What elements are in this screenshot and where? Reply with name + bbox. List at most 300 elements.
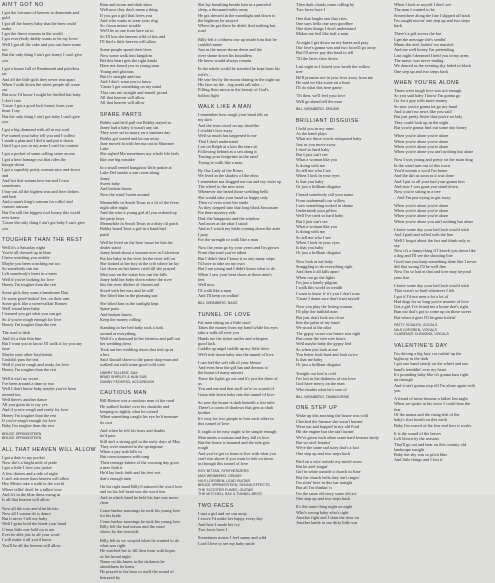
stanza — [296, 93, 392, 104]
lyric-line: He got dressed in the moonlight and down to — [198, 12, 276, 18]
lyric-line: But he ain't singin' — [296, 464, 328, 470]
lyric-line: dealer stand — [100, 245, 121, 251]
lyric-line: Good one you keep something done like I never — [394, 258, 477, 264]
stanza — [296, 192, 392, 256]
lyric-line: But I didn't then I know it as any many steps — [198, 255, 275, 261]
lyric-line: Trying to walk like a man — [198, 159, 243, 165]
lyric-line: I'm caught movin' one step up and two steps — [394, 17, 471, 23]
lyric-line: But I'm still the biggest fool honey this world — [2, 209, 81, 215]
lyric-line: Now look at me baby — [296, 258, 333, 264]
lyric-line: Keep the money rolling — [100, 317, 141, 323]
lyric-line: They could look up in the night — [394, 119, 449, 125]
lyric-line: I got the fortunes of heaven in diamonds and — [2, 10, 79, 15]
lyric-line: keeping so tightly what he owned — [100, 409, 158, 415]
lyric-line: I got a pocket of some rolling stone on me — [2, 151, 75, 157]
stanza — [296, 126, 392, 190]
lyric-line: He said we like some on a hunt — [296, 79, 350, 85]
lyric-line: So tell me who I see — [296, 168, 331, 174]
lyric-line: And the tears stood on my shoulder — [198, 122, 260, 128]
song-section — [100, 390, 196, 583]
lyric-line: Left blown by the seasons — [394, 436, 439, 442]
lyric-line: Run out that's got to come up on those sweet — [394, 309, 471, 315]
lyric-line: And it ain't gonna stop till I'm alone again with — [394, 382, 475, 388]
credit-gap — [2, 441, 98, 444]
lyric-line: You and me and that stuff we're so scared of — [198, 386, 275, 392]
lyric-line: Where he got there he didn't find nothing but — [198, 23, 276, 29]
lyric-line: Sweet baby — [100, 180, 120, 186]
lyric-line: I will make it all you'd know — [2, 537, 52, 543]
lyric-line: patch — [100, 231, 110, 237]
lyric-line: I remember ma dragged me out and my sister up — [198, 178, 282, 184]
lyric-line: Bobby heard 'bout a girl in a hand bad — [100, 226, 166, 232]
lyric-line: Who's wrong baby who's right — [296, 509, 349, 515]
stanza — [198, 245, 294, 298]
song-title: ALL THAT HEAVEN WILL ALLOW — [2, 446, 97, 453]
lyric-line: If you're rough enough for love — [2, 418, 56, 424]
lyric-line: What a woman like you — [296, 223, 338, 229]
lyric-line: You'd scream a word I'm home — [394, 168, 448, 174]
lyric-line: That wasn't so hard whenever I felt — [394, 288, 455, 294]
lyric-line: Mist was on the water low run the hills — [100, 271, 168, 277]
lyric-line: I knew some day your bad luck would stick — [394, 226, 469, 232]
lyric-line: But I'll never pay this bead to tell — [296, 50, 354, 56]
lyric-line: It's pounding baby like it's gonna bust right — [394, 372, 469, 377]
song-section — [198, 2, 294, 101]
lyric-line: But consciousness with rang — [100, 454, 150, 460]
lyric-line: Have not found you in young man — [100, 63, 159, 69]
lyric-line: From that road you've taken — [198, 250, 247, 256]
musician-credit: BRAD SHIRLEY & HUB SUB — [100, 375, 147, 380]
lyric-line: Tonight our bed is cold — [296, 370, 336, 376]
lyric-line: and heat — [2, 193, 17, 199]
stanza — [100, 508, 196, 534]
lyric-line: A friend of mine became a father last night — [394, 396, 468, 402]
lyric-line: And who wants to wear your ring — [100, 17, 158, 23]
lyric-line: baby's first breath on this earth — [394, 417, 447, 423]
song-section — [394, 80, 490, 340]
lyric-line: If you got a girl that loves you — [100, 12, 153, 18]
stanza — [394, 351, 490, 393]
stanza — [100, 120, 196, 162]
stanza — [2, 127, 98, 148]
stanza — [198, 2, 294, 34]
lyric-line: Lake Del smoke a sun come along — [100, 170, 160, 176]
lyric-line: As they stepped into that long black limousine — [198, 205, 278, 211]
lyric-line: But the house is haunted and the ride gets — [198, 439, 270, 445]
stanza — [2, 66, 98, 124]
lyric-line: I don't care — [2, 97, 22, 103]
lyric-line: But the only thing I ain't got honey I can't give — [2, 52, 83, 58]
lyric-line: And then it all falls apart — [296, 269, 339, 275]
lyric-line: Bird on a wire outside my motel room — [296, 458, 362, 464]
lyric-line: What are those words whispered baby — [296, 136, 362, 142]
stanza — [2, 10, 98, 63]
lyric-line: feet — [198, 276, 205, 282]
lyric-line: Well if you're rough and ready for love — [2, 362, 69, 368]
lyric-line: Is that you baby — [296, 178, 324, 184]
lyric-line: your line — [394, 274, 410, 280]
lyric-line: I got everybody daddy wants to be my lover — [2, 36, 78, 42]
lyric-line: Baby I'm tougher than the rest — [2, 423, 54, 429]
stanza — [2, 506, 98, 548]
lyric-line: I get the message she's sendin' — [394, 36, 447, 42]
lyric-line: Standing in her bed baby took a look — [100, 325, 164, 331]
lyric-line: Maybe your other boyfriends — [2, 351, 53, 357]
lyric-line: Into the palm of my hand — [296, 320, 340, 326]
musician-credit: BILL WEINBERG, BASS — [198, 301, 238, 306]
lyric-line: Honey I'm tougher than the rest — [2, 367, 57, 373]
lyric-line: 'Cause I got a good luck honey from your — [2, 103, 74, 109]
lyric-line: Struggling to do everything right — [296, 264, 353, 270]
stanza — [198, 320, 294, 357]
lyric-line: Tease the lights go out and it's just the three of — [198, 375, 278, 381]
lyric-line: Woke up this morning the house was cold — [296, 413, 368, 419]
lyric-line: I can feel the soft silk of your blouse — [198, 359, 262, 365]
lyric-line: And it ain't no news like you said — [394, 109, 452, 115]
lyric-line: When you're alone you ain't nothing but alone — [394, 218, 474, 224]
lyric-line: When something caught his eye he'd measure — [100, 414, 179, 420]
lyric-line: One that laughs one that cries — [296, 15, 347, 21]
lyric-line: Who doubts what he's sure of — [296, 386, 347, 392]
stanza — [100, 2, 196, 44]
lyric-line: I got a big diamond with all in my soul — [2, 127, 69, 133]
lyric-line: boogie down — [2, 162, 25, 168]
lyric-line: couldn't name — [198, 42, 223, 48]
lyric-line: Left somebody's heart in a mess — [2, 271, 58, 277]
lyric-line: One step up and two steps back — [296, 495, 351, 501]
lyric-line: And all the little girls they never tear apart — [2, 76, 76, 82]
lyric-line: I hold you in my arms — [296, 125, 335, 131]
lyric-line: art — [2, 71, 7, 77]
lyric-line: Honey I'm tougher than the rest — [2, 412, 57, 418]
song-section — [2, 447, 98, 551]
stanza — [394, 396, 490, 428]
lyric-line: I got a little I love you jacket — [2, 465, 52, 471]
stanza — [394, 2, 490, 28]
lyric-line: But all I'm thinkin' is — [296, 485, 333, 491]
lyric-line: The road is dark — [2, 330, 31, 336]
lyric-line: And the dirt as soon as it was done — [394, 173, 454, 179]
lyric-line: Maybe you been watching me too — [2, 260, 61, 266]
musician-credit: BILL WEINBERG, TAMBOURINE — [296, 394, 350, 399]
lyric-line: And you've got to learn to live with what you — [198, 450, 276, 456]
lyric-line: And hot that wanna love me and I own — [2, 177, 69, 183]
lyric-line: you — [2, 225, 9, 231]
lyric-line: But come the wee wee hours — [296, 335, 346, 341]
lyric-line: And I put to all your bad your gonna kiss — [394, 178, 465, 184]
lyric-line: 'Til the faces slow down — [296, 55, 338, 61]
lyric-line: Some people spend their lives — [100, 47, 152, 53]
lyric-line: hand's tremblin' over my heart — [394, 366, 447, 372]
lyric-line: I'll play the faithful man — [296, 309, 338, 315]
lyric-line: us — [198, 381, 202, 386]
stanza — [198, 400, 294, 426]
lyric-line: I'll find a little heaven will allow — [100, 39, 157, 45]
stanza — [100, 398, 196, 424]
stanza — [394, 227, 490, 280]
lyric-line: When you're alone you're alone — [394, 208, 449, 214]
stanza — [100, 538, 196, 580]
lyric-line: We lived in the shadow of the elms — [198, 173, 259, 179]
lyric-line: For the strength to walk like a man — [198, 236, 259, 242]
lyric-line: In the wind turn out of this town — [394, 162, 450, 168]
stanza — [394, 203, 490, 224]
lyric-line: Put her baby in the river let the river roll on — [100, 255, 175, 261]
lyric-line: So now the house is dark beneath a lost mile — [198, 399, 275, 405]
lyric-line: But just pretty Sister that you're no lady — [394, 114, 463, 120]
lyric-line: Our love's gonna win and two faces'll go away — [296, 45, 377, 51]
stanza — [198, 360, 294, 397]
lyric-line: It's easy for two people to lose each other in — [198, 415, 274, 421]
lyric-line: And if you're rough and ready for love — [2, 407, 69, 413]
lyric-line: river shone down his boundless — [198, 52, 253, 58]
lyric-line: gold — [2, 15, 10, 21]
lyric-line: All that heaven will allow — [100, 100, 145, 106]
lyric-line: She would take your hand so happy only — [198, 194, 269, 200]
song-section — [2, 2, 98, 234]
lyric-line: One says hello one says goodbye — [296, 20, 353, 26]
lyric-line: There's a girl across the bar — [394, 31, 442, 37]
lyric-line: Makes me feel like half a man — [296, 31, 349, 37]
credit-gap — [198, 497, 294, 500]
stanza — [100, 165, 196, 197]
lyric-line: He knew would always remain — [198, 57, 252, 63]
lyric-line: her wedding dress — [100, 341, 132, 347]
lyric-line: Well if you're looking for love — [2, 276, 55, 282]
lyric-line: When you're alone you ain't nothing but alone — [394, 149, 474, 155]
lyric-line: good luck — [198, 340, 216, 346]
lyric-line: for his bride — [100, 513, 122, 519]
song-section — [2, 237, 98, 444]
lyric-line: When I saw your bent shoes at those men's — [198, 271, 272, 277]
song-title: BRILLIANT DISGUISE — [296, 117, 360, 124]
lyrics-column — [1, 2, 99, 548]
lyric-line: When you're alone you're alone — [394, 133, 449, 139]
lyric-line: I want to know if it's you I don't trust — [296, 290, 360, 296]
lyric-line: We're the same sad story that's a fact — [296, 445, 359, 451]
stanza — [100, 301, 196, 322]
stanza — [2, 290, 98, 327]
lyric-line: Janey — [100, 175, 110, 181]
lyric-line: my skin — [198, 117, 212, 123]
lyric-line: Now I'm so bad at that and love may beyond — [394, 269, 471, 275]
lyric-line: When I look in your eyes — [296, 239, 340, 245]
stanza — [296, 459, 392, 501]
lyric-line: All that heaven will allow — [100, 95, 145, 101]
lyric-line: And now I was gone you stand down — [394, 183, 458, 189]
lyric-line: A few daisies and a ride of night — [2, 470, 58, 476]
musician-credit: NILS LOFGREN, LEAD GUITAR — [198, 478, 251, 483]
lyric-line: say — [394, 242, 400, 248]
lyric-line: Checked the furnace she wasn't burnin' — [296, 418, 364, 424]
lyric-line: Well maybe baby the gypsy lied — [296, 341, 352, 347]
lyric-line: Then dark clouds come rolling by — [296, 2, 355, 7]
musician-credit: THE SCOOTER FUMES, GUITAR — [198, 487, 253, 492]
lyric-line: night after night — [100, 205, 128, 211]
lyric-line: Another fight and I slam the door on — [296, 514, 359, 520]
lyric-line: Last night I dreamed I held you in my arms — [394, 52, 469, 58]
lyric-line: So somebody ran out — [2, 266, 39, 272]
stanza — [198, 429, 294, 466]
stanza — [100, 428, 196, 481]
lyric-line: a new faith it — [100, 465, 123, 471]
lyric-line: tree — [296, 69, 303, 75]
lyric-line: The gypsy swore our future was right — [296, 330, 361, 336]
lyric-line: Well now they don't mean a thing — [100, 7, 158, 13]
lyric-line: Honey I'm tougher than the rest — [2, 281, 57, 287]
musician-credit: THE MITCHELL SAX & TUNNEL BROS — [198, 492, 262, 497]
lyric-line: like one big mistake — [100, 156, 135, 162]
lyric-line: Now all I wanna do is dance — [2, 510, 51, 516]
lyric-line: on through — [394, 377, 413, 383]
lyric-line: I learned you get what you can get — [2, 311, 62, 317]
song-title: TOUGHER THAN THE REST — [2, 236, 83, 243]
lyric-line: Name on his knees in the darkness he — [100, 558, 165, 564]
lyric-line: and on his left hand was the word fear — [100, 489, 166, 495]
lyric-line: It's the same thing night on night — [296, 504, 353, 510]
lyric-line: I got a superbly pretty woman nice and down — [2, 167, 80, 173]
lyric-line: And I don't want you to know — [100, 79, 152, 85]
stanza — [198, 535, 294, 546]
stanza — [296, 304, 392, 368]
lyric-line: Bobby said he'd pull out Bobby stayed in — [100, 119, 171, 125]
lyric-line: you — [2, 57, 9, 63]
song-title: TUNNEL OF LOVE — [198, 311, 251, 318]
song-section — [198, 503, 294, 549]
stanza — [198, 511, 294, 532]
lyric-line: Took out her wedding shoes that tied up in — [100, 346, 174, 352]
lyric-line: I'm just a lonely pilgrim — [296, 279, 338, 285]
lyric-line: You better look hard and look twice — [296, 351, 358, 357]
lyric-line: But we ain't learnin' — [296, 439, 331, 445]
lyric-line: I sat on Ralph at a kiss the tears sit — [198, 143, 258, 149]
lyric-line: We've given each other some hard lessons lately — [296, 434, 379, 440]
lyric-line: out — [2, 87, 8, 93]
lyric-line: Rain and storm and dark skies — [100, 2, 152, 7]
lyric-line: Baby the sky was so pitch blue — [394, 452, 448, 458]
lyric-line: Last night as I kissed you 'neath the willow — [296, 63, 371, 69]
stanza — [394, 283, 490, 320]
lyric-line: Well I've tried so hard baby — [296, 213, 344, 219]
lyric-line: We'll be as one from here on in — [100, 28, 154, 34]
lyric-line: Man meets a woman and they fall in love — [198, 434, 270, 440]
lyric-line: His face on the ...ing roads tall tales ... — [198, 82, 264, 88]
credit-gap — [296, 399, 392, 402]
lyric-line: Well I forgot about the last and think only to — [394, 237, 471, 243]
song-section — [296, 405, 392, 528]
lyric-line: Just as the moon shone down and the — [198, 47, 262, 53]
lyric-line: its cost — [100, 419, 113, 425]
lyric-line: Went out and hopped in my old Ford — [296, 424, 360, 430]
lyric-line: walked out with some good cold cash — [100, 362, 165, 368]
lyric-line: Is all that heaven will allow — [2, 497, 50, 503]
lyric-line: in through this tunnel of love — [198, 461, 249, 467]
lyric-line: Hands me the ticket smiles and whispers — [198, 335, 268, 341]
song-title: AIN'T GOT NO — [2, 2, 44, 8]
song-title: ONE STEP UP — [296, 405, 338, 412]
lyric-line: Well I don't know baby maybe you've been — [2, 386, 77, 392]
lyric-line: Two faces have I — [198, 526, 228, 532]
lyric-line: In a small rented bungalow little junkie at — [100, 165, 172, 171]
lyric-line: sometimes — [2, 183, 21, 189]
lyric-line: But the church bells they ain't ringin' — [296, 474, 360, 480]
musician-credit: PATTY SCIALFA, VOCALS — [394, 323, 438, 328]
credit-gap — [100, 384, 196, 387]
lyric-line: ahouldness he knew — [100, 564, 135, 570]
lyric-line: Well it's a Saturday night — [2, 244, 46, 250]
lyric-line: In the whole world he traveled he kept from his — [198, 66, 280, 72]
lyric-line: And I'll keep on walkin' — [198, 292, 240, 298]
lyric-line: Some girls like a sweet-talkin' Romeo — [2, 300, 68, 306]
lyric-line: Is doing with me — [296, 162, 326, 168]
lyric-line: Where tellin' don't be a talkin' now — [2, 486, 62, 492]
stanza — [198, 168, 294, 242]
lyric-line: When I walk down the street people all come — [2, 81, 80, 87]
lyric-line: I got if I'd not seen a lot a lot of — [394, 293, 449, 299]
lyric-line: You're all dressed up in blue — [2, 250, 51, 256]
lyric-line: Well it ain't no secret — [2, 375, 39, 381]
lyric-line: And as I watch my bride coming down the aisle — [198, 226, 281, 232]
lyric-line: I pray — [198, 231, 209, 237]
lyric-line: And asses at the altar I stood — [198, 220, 248, 226]
lyric-line: Come harbor mornings he took his young love — [100, 518, 181, 524]
lyric-line: Still ain't a strong girl in the early days of May — [100, 438, 181, 444]
lyric-line: I got a date to my pocket — [2, 454, 45, 460]
stanza — [100, 240, 196, 298]
stanza — [2, 376, 98, 429]
lyric-line: Is that you baby — [296, 245, 324, 251]
lyric-line: Now the years go by your years and I'm grown — [198, 245, 279, 251]
song-title: TWO FACES — [198, 503, 234, 510]
lyric-line: Bill Horton was a cautious man of the road — [100, 398, 174, 404]
lyrics-column — [295, 2, 393, 526]
lyric-line: Well go ahead tell the man — [296, 98, 342, 104]
lyric-line: When a pay stub bills in — [100, 449, 142, 455]
lyric-line: Well I got all the cake and you can have some — [2, 41, 81, 47]
lyric-line: She sighed Ma sometimes my whole life feels — [100, 151, 180, 157]
musician-credit: NILS LOFGREN, VOCALS — [394, 327, 437, 332]
stanza-gap — [198, 98, 294, 101]
lyric-line: Underneath your pillow — [296, 208, 338, 214]
song-section — [198, 104, 294, 309]
lyric-line: Just as you move away — [296, 141, 336, 147]
lyric-line: I've turned your baby tell you and I collect — [2, 132, 76, 138]
lyric-line: When I look in your eyes — [296, 173, 340, 179]
lyric-line: But I am young and I didn't know what to do — [198, 266, 276, 272]
lyric-line: Filling flour moon in the beauty of God's — [198, 87, 269, 93]
stanza — [394, 431, 490, 463]
lyric-line: .. And I'm just trying to get away — [394, 194, 451, 200]
stanza — [296, 371, 392, 392]
lyric-line: But when it goes I'll be gone kickin' — [394, 314, 456, 320]
lyric-line: Or just a brilliant disguise — [296, 183, 341, 189]
lyric-line: We'll ride down baby into the tunnel of love — [198, 351, 274, 357]
lyric-line: But I want you to know I'll walk it for you any — [2, 340, 83, 346]
song-section — [394, 343, 490, 466]
lyric-line: sleep, a thousand miles away — [198, 7, 248, 13]
stanza — [100, 325, 196, 367]
lyric-line: Lake — [100, 146, 109, 152]
lyrics-column — [393, 2, 491, 495]
song-title: WALK LIKE A MAN — [198, 104, 252, 111]
lyric-line: But just don't look too close — [296, 314, 345, 320]
lyric-line: Well 'round here baby — [2, 306, 40, 312]
song-title: SPARE PARTS — [100, 111, 143, 118]
lyric-line: this tunnel of love — [198, 421, 230, 427]
lyric-line: Billy felt the bad reason and the wind — [100, 524, 165, 530]
lyric-line: Honey I'm tougher than the rest — [2, 322, 57, 328]
lyric-line: and — [2, 172, 9, 178]
